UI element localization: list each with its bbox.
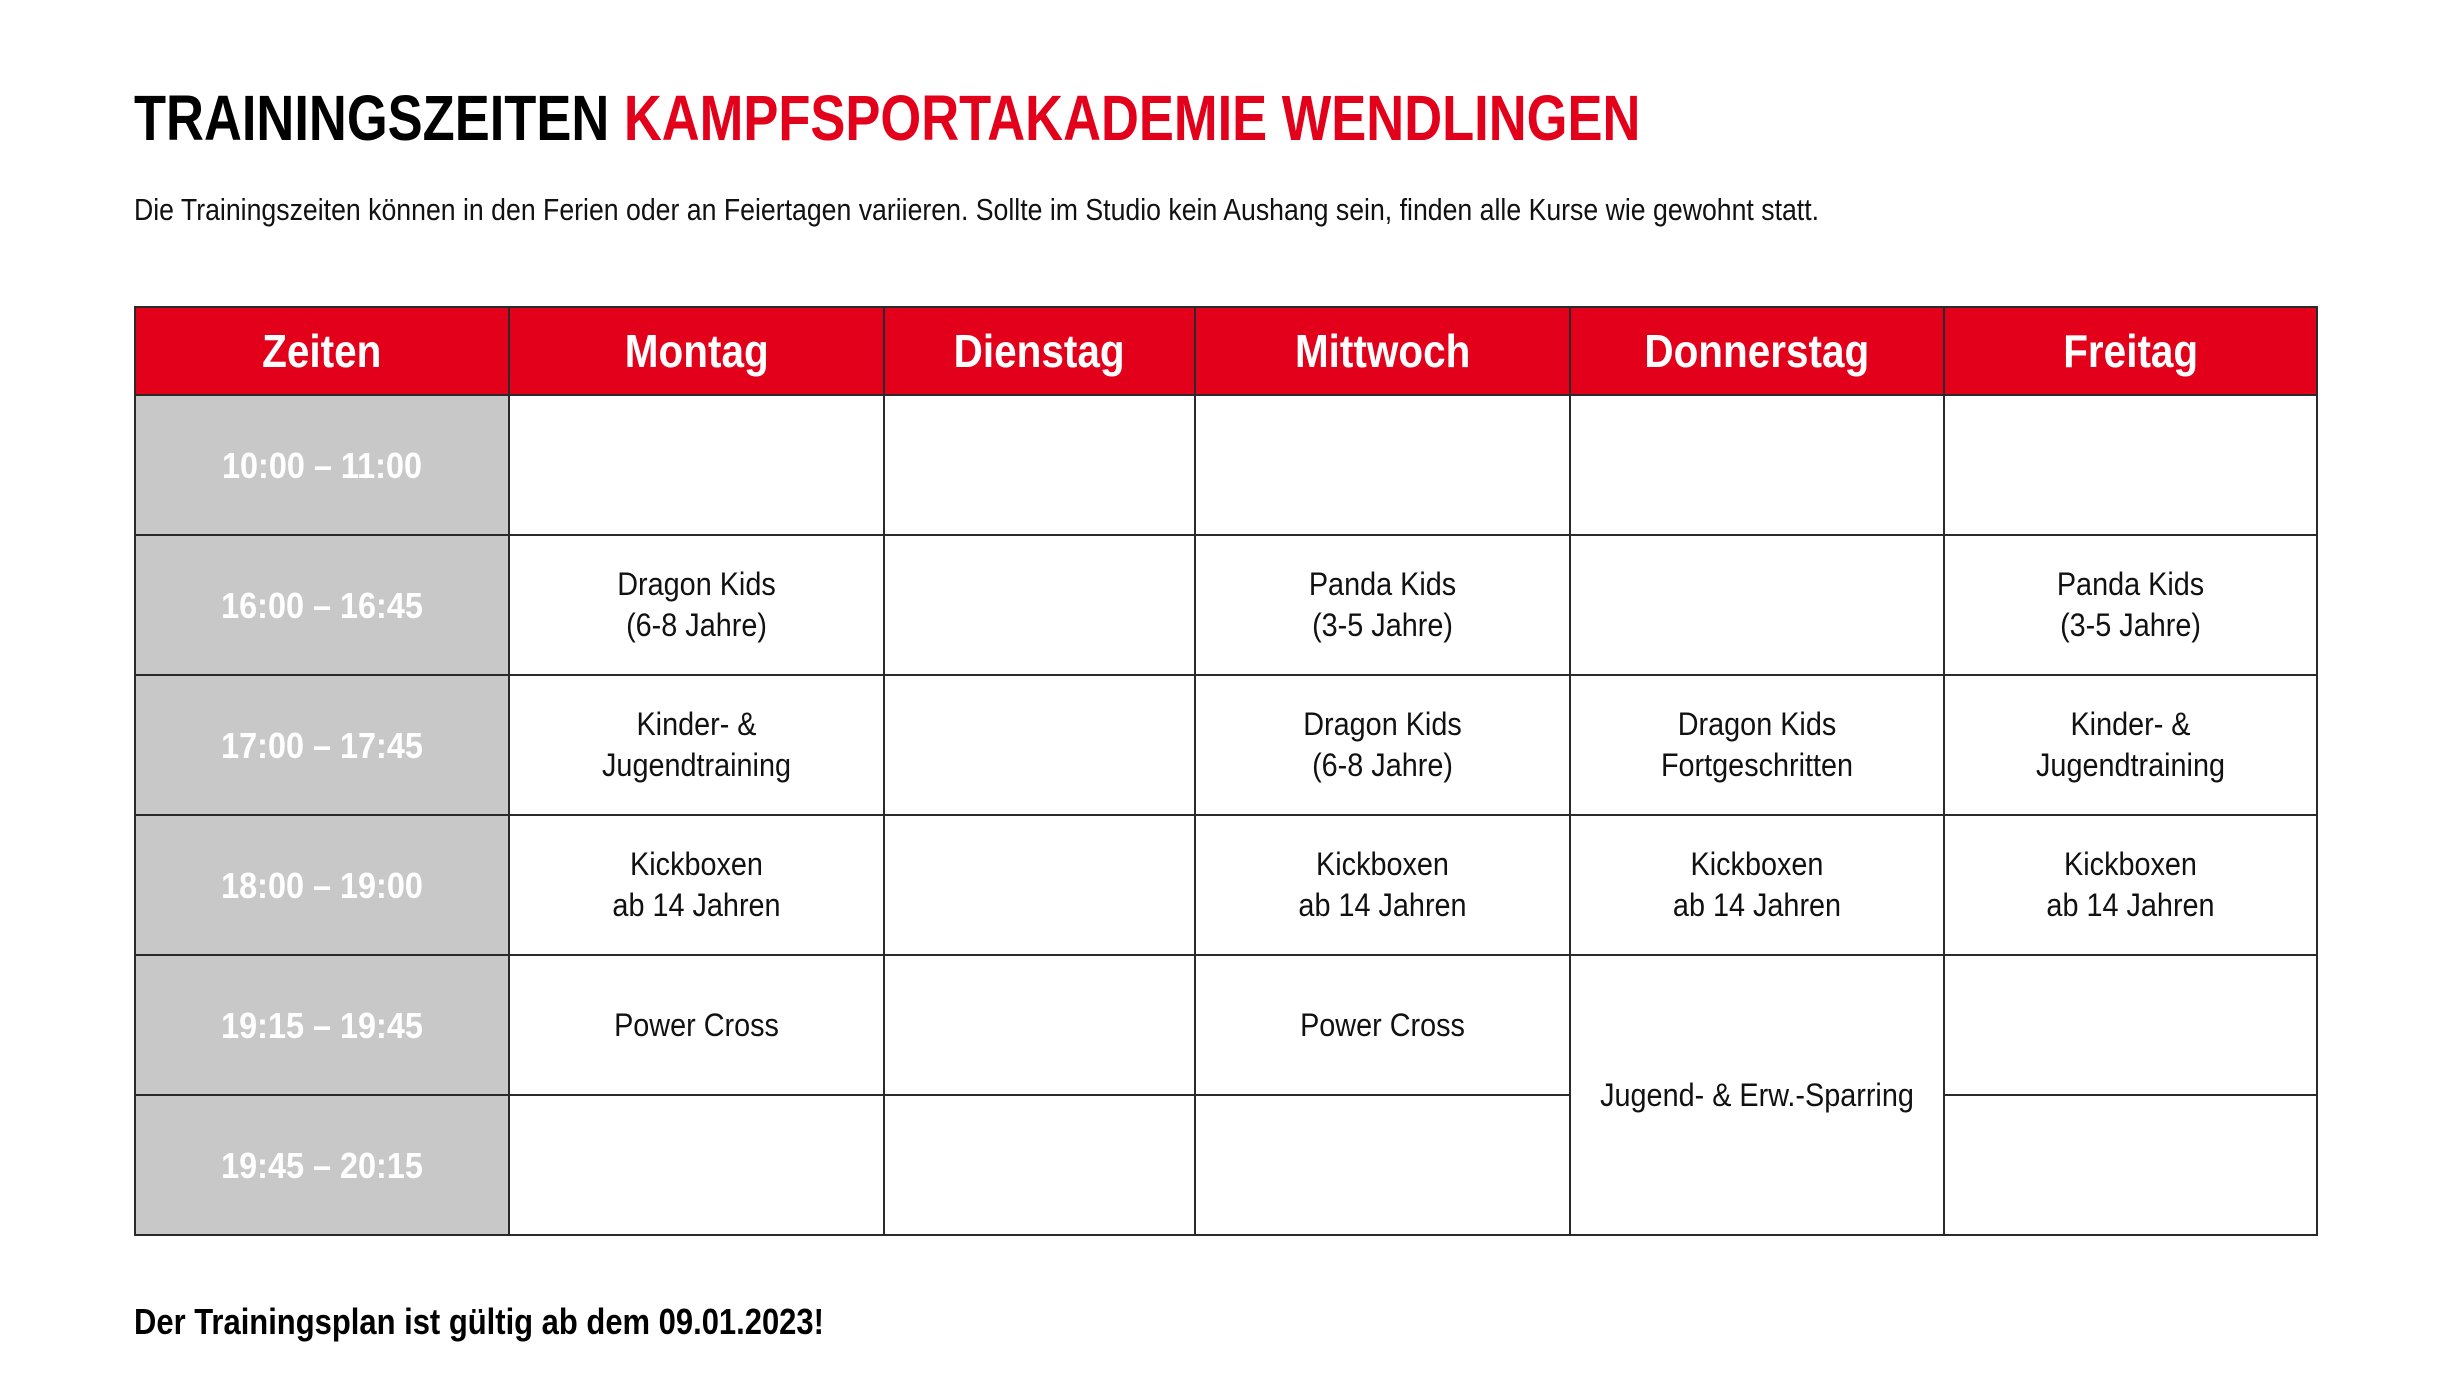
validity-note: Der Trainingsplan ist gültig ab dem 09.01.2023!: [134, 1301, 824, 1342]
cell-mittwoch: Power Cross: [1195, 955, 1570, 1095]
cell-freitag: [1944, 395, 2317, 535]
table-row: [135, 675, 2317, 815]
cell-freitag: [1944, 1095, 2317, 1235]
cell-mittwoch: Kickboxen ab 14 Jahren: [1195, 815, 1570, 955]
cell-donnerstag: Dragon Kids Fortgeschritten: [1570, 675, 1944, 815]
cell-donnerstag: [1570, 395, 1944, 535]
cell-dienstag: [884, 675, 1195, 815]
cell-freitag: Kinder- & Jugendtraining: [1944, 675, 2317, 815]
header-zeiten: Zeiten: [135, 307, 509, 395]
time-cell: 10:00 – 11:00: [135, 395, 509, 535]
cell-donnerstag: [1570, 535, 1944, 675]
header-freitag: Freitag: [1944, 307, 2317, 395]
cell-donnerstag-sparring: Jugend- & Erw.-Sparring: [1570, 955, 1944, 1235]
cell-mittwoch: Dragon Kids (6-8 Jahre): [1195, 675, 1570, 815]
time-cell: 17:00 – 17:45: [135, 675, 509, 815]
cell-mittwoch: Panda Kids (3-5 Jahre): [1195, 535, 1570, 675]
header-mittwoch: Mittwoch: [1195, 307, 1570, 395]
cell-montag: Kickboxen ab 14 Jahren: [509, 815, 884, 955]
cell-dienstag: [884, 1095, 1195, 1235]
table-header-row: [135, 307, 2317, 395]
title-part-2: KAMPFSPORTAKADEMIE WENDLINGEN: [623, 82, 1641, 154]
table-row: [135, 1095, 2317, 1235]
subtitle-note: Die Trainingszeiten können in den Ferien oder an Feiertagen variieren. Sollte im Studio kein Aushang sein, finden alle Kurse wie gewohnt statt.: [134, 192, 1820, 227]
cell-freitag: Panda Kids (3-5 Jahre): [1944, 535, 2317, 675]
page-title: [134, 78, 1640, 158]
table-row: [135, 815, 2317, 955]
time-cell: 19:15 – 19:45: [135, 955, 509, 1095]
schedule-table: [134, 306, 2318, 1236]
cell-dienstag: [884, 955, 1195, 1095]
header-dienstag: Dienstag: [884, 307, 1195, 395]
cell-dienstag: [884, 815, 1195, 955]
title-part-1: TRAININGSZEITEN: [134, 82, 610, 154]
cell-montag: Dragon Kids (6-8 Jahre): [509, 535, 884, 675]
header-donnerstag: Donnerstag: [1570, 307, 1944, 395]
cell-montag: Kinder- & Jugendtraining: [509, 675, 884, 815]
cell-dienstag: [884, 395, 1195, 535]
cell-dienstag: [884, 535, 1195, 675]
cell-donnerstag: Kickboxen ab 14 Jahren: [1570, 815, 1944, 955]
cell-montag: [509, 1095, 884, 1235]
time-cell: 18:00 – 19:00: [135, 815, 509, 955]
table-row: [135, 395, 2317, 535]
table-row: [135, 955, 2317, 1095]
cell-freitag: Kickboxen ab 14 Jahren: [1944, 815, 2317, 955]
cell-mittwoch: [1195, 395, 1570, 535]
cell-montag: [509, 395, 884, 535]
cell-freitag: [1944, 955, 2317, 1095]
cell-montag: Power Cross: [509, 955, 884, 1095]
table-row: [135, 535, 2317, 675]
time-cell: 19:45 – 20:15: [135, 1095, 509, 1235]
time-cell: 16:00 – 16:45: [135, 535, 509, 675]
header-montag: Montag: [509, 307, 884, 395]
cell-mittwoch: [1195, 1095, 1570, 1235]
